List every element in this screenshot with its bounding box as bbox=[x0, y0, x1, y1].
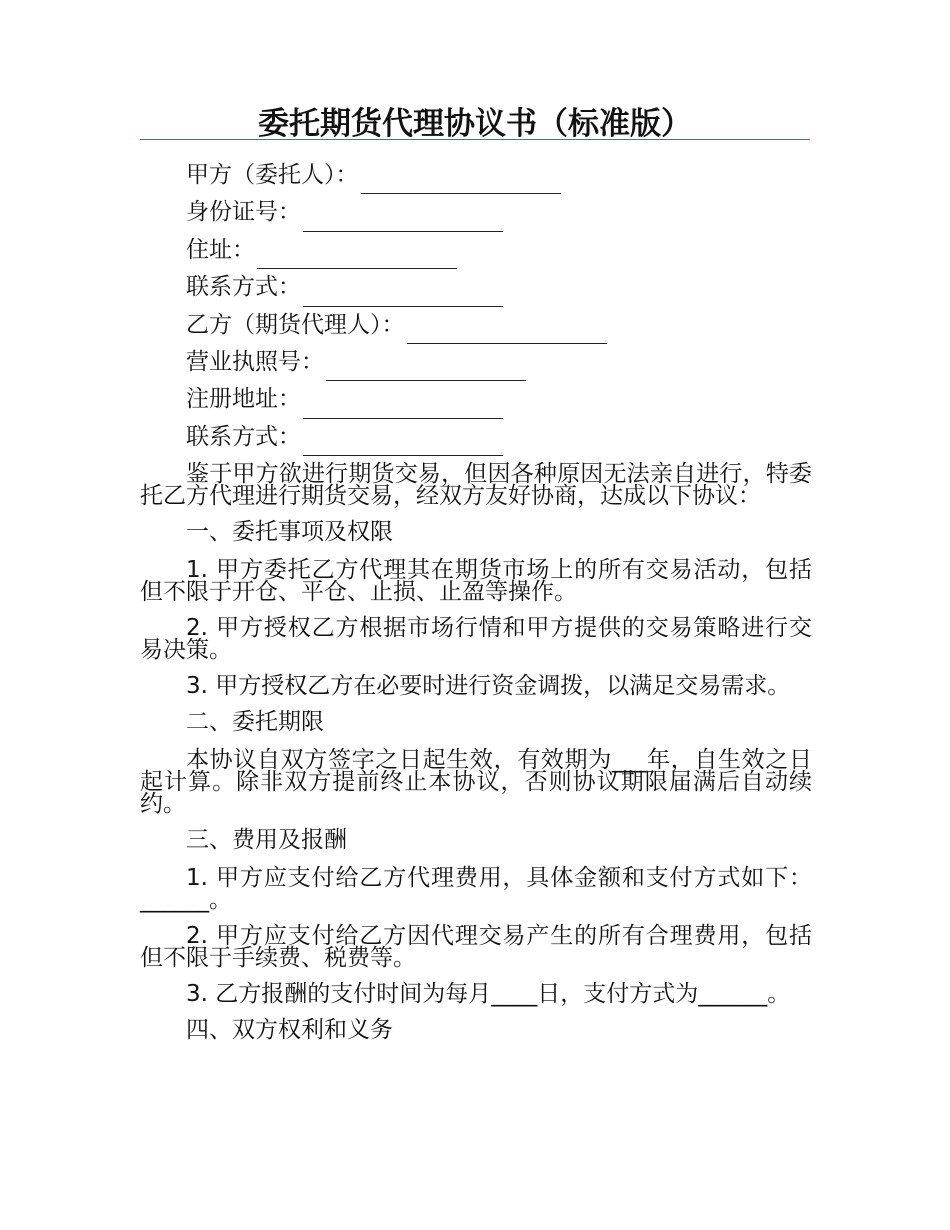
fill-blank bbox=[407, 319, 607, 344]
field-label: 联系方式： bbox=[186, 274, 301, 301]
party-info-fields bbox=[186, 157, 607, 456]
party-a-name-field bbox=[186, 157, 607, 194]
clause-paragraph: 1. 甲方委托乙方代理其在期货市场上的所有交易活动，包括但不限于开仓、平仓、止损、止盈等操作。 bbox=[140, 557, 812, 605]
section-heading: 二、委托期限 bbox=[186, 709, 324, 735]
preamble-paragraph: 鉴于甲方欲进行期货交易，但因各种原因无法亲自进行，特委托乙方代理进行期货交易，经双方友好协商，达成以下协议： bbox=[140, 461, 812, 509]
fill-blank bbox=[303, 207, 503, 232]
clause-paragraph: 3. 乙方报酬的支付时间为每月____日，支付方式为______。 bbox=[186, 981, 791, 1007]
party-b-license-field bbox=[186, 344, 607, 381]
field-label: 乙方（期货代理人）： bbox=[186, 311, 405, 338]
field-label: 甲方（委托人）： bbox=[186, 162, 359, 188]
field-label: 联系方式： bbox=[186, 423, 301, 450]
field-label: 营业执照号： bbox=[186, 348, 324, 375]
document-title: 委托期货代理协议书（标准版） bbox=[258, 106, 692, 142]
field-label: 注册地址： bbox=[186, 386, 301, 413]
clause-paragraph: 2. 甲方应支付给乙方因代理交易产生的所有合理费用，包括但不限于手续费、税费等。 bbox=[140, 923, 812, 971]
section-heading: 一、委托事项及权限 bbox=[186, 519, 393, 545]
fill-blank bbox=[326, 356, 526, 381]
clause-paragraph: 3. 甲方授权乙方在必要时进行资金调拨，以满足交易需求。 bbox=[186, 673, 791, 699]
section-heading: 四、双方权利和义务 bbox=[186, 1017, 393, 1043]
section-heading: 三、费用及报酬 bbox=[186, 827, 347, 853]
field-label: 身份证号： bbox=[186, 199, 301, 226]
title-underline bbox=[140, 139, 810, 140]
fill-blank bbox=[361, 169, 561, 194]
field-label: 住址： bbox=[186, 236, 255, 263]
fill-blank bbox=[303, 282, 503, 307]
party-b-contact-field bbox=[186, 419, 607, 456]
party-a-id-field bbox=[186, 194, 607, 231]
fill-blank bbox=[257, 244, 457, 269]
agreement-body bbox=[140, 455, 812, 1049]
party-b-address-field bbox=[186, 381, 607, 418]
fill-blank bbox=[303, 431, 503, 456]
clause-paragraph: 1. 甲方应支付给乙方代理费用，具体金额和支付方式如下：______。 bbox=[140, 865, 812, 913]
party-a-contact-field bbox=[186, 269, 607, 306]
party-b-name-field bbox=[186, 307, 607, 344]
clause-paragraph: 本协议自双方签字之日起生效，有效期为___年，自生效之日起计算。除非双方提前终止本协议，否则协议期限届满后自动续约。 bbox=[140, 747, 812, 817]
party-a-address-field bbox=[186, 232, 607, 269]
clause-paragraph: 2. 甲方授权乙方根据市场行情和甲方提供的交易策略进行交易决策。 bbox=[140, 615, 812, 663]
fill-blank bbox=[303, 394, 503, 419]
